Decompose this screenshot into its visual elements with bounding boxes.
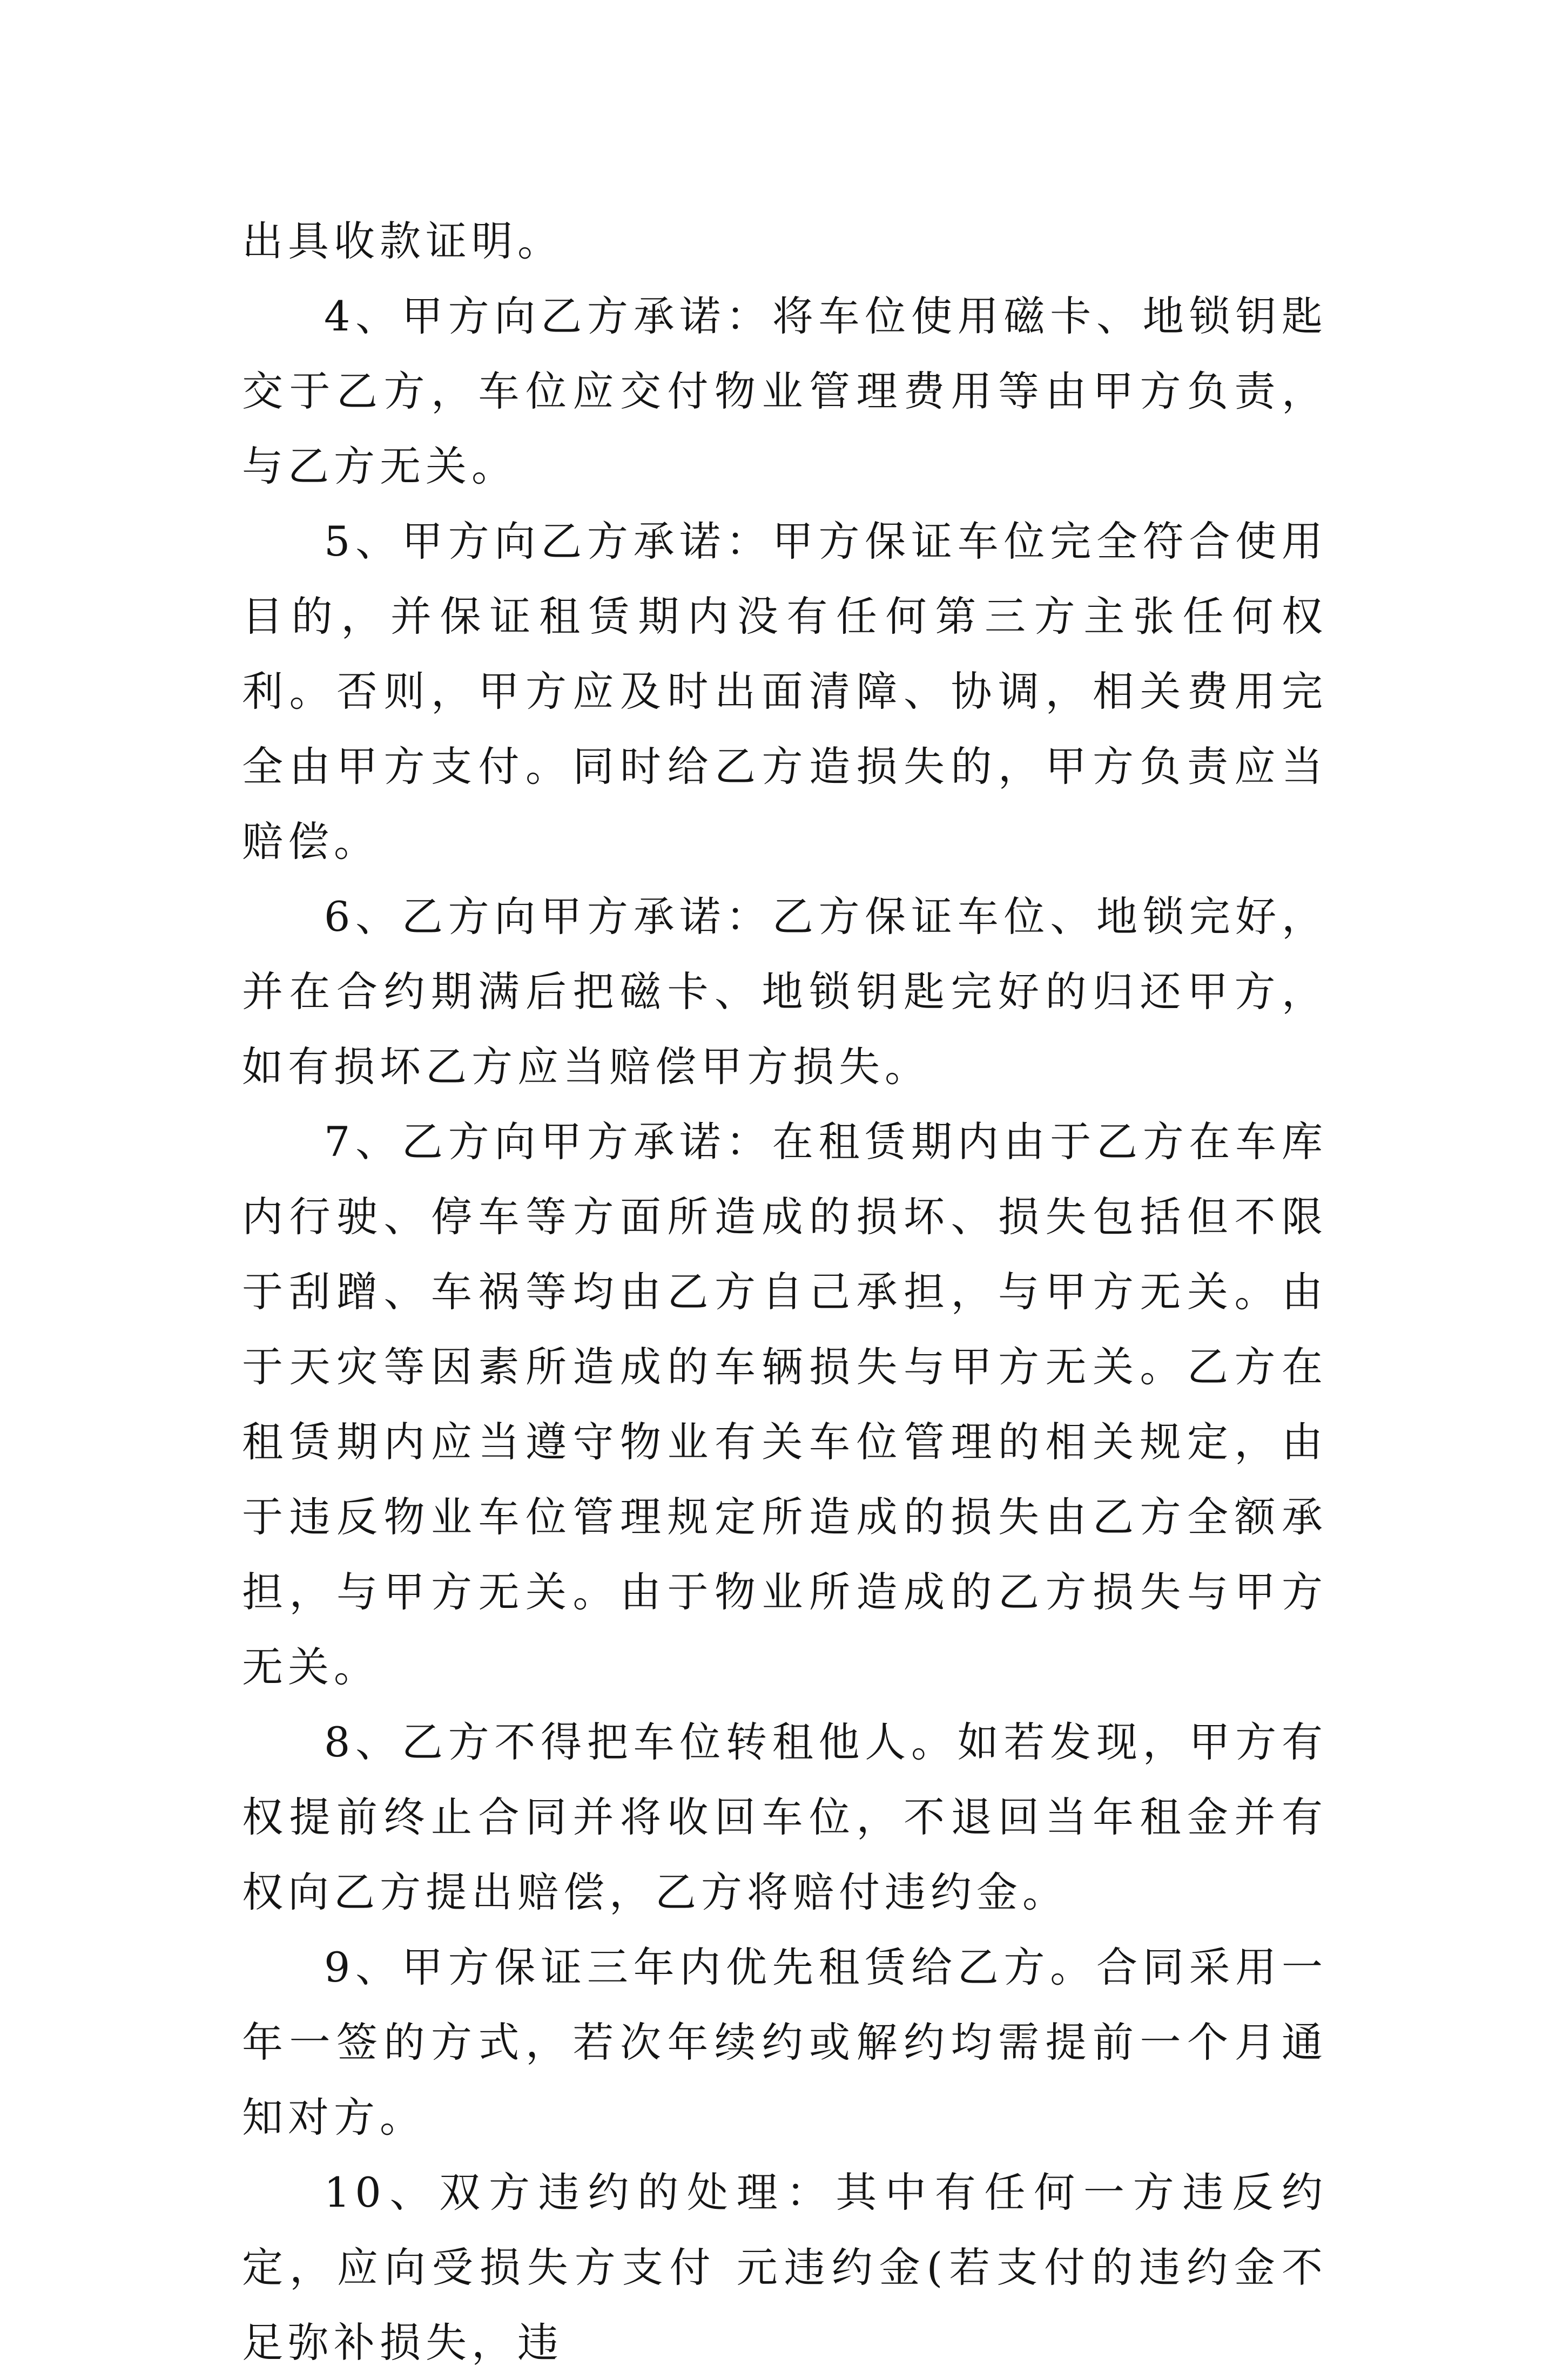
clause-5: 5、甲方向乙方承诺：甲方保证车位完全符合使用目的，并保证租赁期内没有任何第三方主张任何权利。否则，甲方应及时出面清障、协调，相关费用完全由甲方支付。同时给乙方造损失的，甲方负责应当赔偿。 xyxy=(242,517,1328,866)
clause-10: 10、双方违约的处理：其中有任何一方违反约定，应向受损失方支付 元违约金(若支付的违约金不足弥补损失，违 xyxy=(242,2168,1328,2367)
paragraph-continuation: 出具收款证明。 xyxy=(242,217,563,265)
clause-6: 6、乙方向甲方承诺：乙方保证车位、地锁完好，并在合约期满后把磁卡、地锁钥匙完好的归还甲方，如有损坏乙方应当赔偿甲方损失。 xyxy=(242,892,1328,1091)
clause-8: 8、乙方不得把车位转租他人。如若发现，甲方有权提前终止合同并将收回车位，不退回当年租金并有权向乙方提出赔偿，乙方将赔付违约金。 xyxy=(242,1718,1328,1916)
clause-9: 9、甲方保证三年内优先租赁给乙方。合同采用一年一签的方式，若次年续约或解约均需提前一个月通知对方。 xyxy=(242,1943,1328,2141)
clause-7: 7、乙方向甲方承诺：在租赁期内由于乙方在车库内行驶、停车等方面所造成的损坏、损失包括但不限于刮蹭、车祸等均由乙方自己承担，与甲方无关。由于天灾等因素所造成的车辆损失与甲方无关。乙方在租赁期内应当遵守物业有关车位管理的相关规定，由于违反物业车位管理规定所造成的损失由乙方全额承担，与甲方无关。由于物业所造成的乙方损失与甲方无关。 xyxy=(242,1118,1328,1691)
document-body xyxy=(242,204,1328,2380)
clause-4: 4、甲方向乙方承诺：将车位使用磁卡、地锁钥匙交于乙方，车位应交付物业管理费用等由甲方负责，与乙方无关。 xyxy=(242,292,1328,490)
